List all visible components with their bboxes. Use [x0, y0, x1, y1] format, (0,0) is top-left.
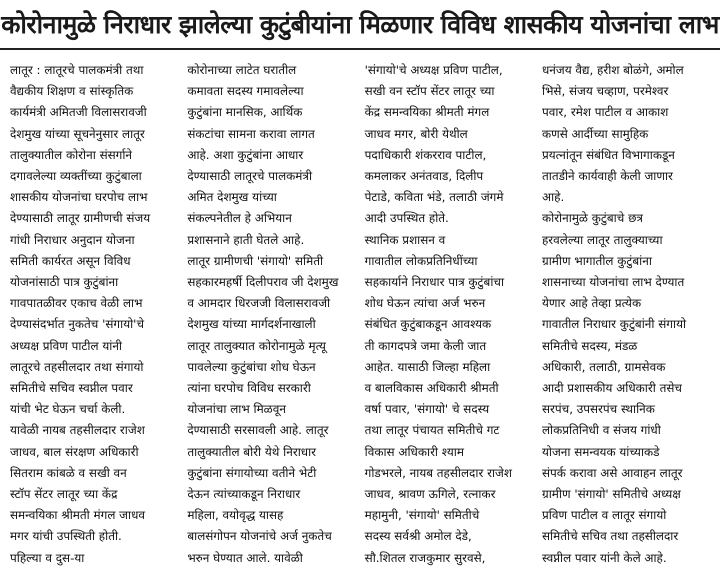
article-line: लातूरचे तहसीलदार तथा संगायो [10, 359, 144, 374]
article-line: योजनांसाठी पात्र कुटुंबांना [10, 275, 119, 290]
article-line: त्यांना घरपोच विविध सरकारी [187, 381, 311, 396]
article-line: 'संगायो'चे अध्यक्ष प्रविण पाटील, [364, 63, 503, 77]
article-line: संबंधित कुटुंबाकडून आवश्यक [364, 317, 492, 332]
article-line: समन्वयिका श्रीमती मंगल जाधव [10, 508, 146, 523]
article-column-3 [364, 60, 537, 565]
article-line: भरुन घेण्यात आले. यावेळी [187, 550, 303, 565]
article-line: व आमदार धिरजजी विलासरावजी [187, 296, 331, 311]
article-line: महामुनी, 'संगायो' समितीचे [364, 508, 480, 523]
article-line: आहे. अशा कुटुंबांना आधार [187, 147, 304, 162]
article-line: दगावलेल्या व्यक्तींच्या कुटुंबाला [10, 169, 142, 184]
article-line: स्वप्नील पवार यांनी केले आहे. [541, 550, 667, 565]
article-line: कमावता सदस्य गमावलेल्या [187, 84, 304, 99]
article-line: प्रशासनाने हाती घेतले आहे. [187, 232, 305, 247]
article-line: आदी उपस्थित होते. [364, 211, 449, 226]
article-line: देण्यासाठी लातूर ग्रामीणची संजय [10, 211, 151, 226]
article-line: तालुक्यातील कोरोना संसर्गाने [10, 147, 133, 162]
article-line: योजनांचा लाभ मिळवून [187, 402, 286, 417]
article-line: कोरोनाच्या लाटेत घरातील [187, 63, 297, 77]
article-line: तथा लातूर पंचायत समितीचे गट [364, 423, 500, 438]
article-line: संकटांचा सामना करावा लागत [187, 126, 315, 141]
article-line: देण्यासंदर्भात नुकतेच 'संगायो'चे [10, 317, 145, 332]
article-line: लातूर तालुक्यात कोरोनामुळे मृत्यू [187, 338, 326, 353]
article-line: सहकारमहर्षी दिलीपराव जी देशमुख [187, 275, 339, 290]
article-line: महिला, वयोवृद्ध यासह [187, 508, 284, 523]
article-line: समितीचे सचिव स्वप्नील पवार [10, 381, 133, 396]
article-line: कुटुंबांना संगायोच्या वतीने भेटी [187, 465, 317, 480]
article-line: शासनाच्या योजनांचा लाभ देण्यात [541, 275, 685, 290]
article-line: लोकप्रतिनिधी व संजय गांधी [541, 423, 661, 438]
article-line: अध्यक्ष प्रविण पाटील यांनी [10, 338, 122, 353]
article-line: आहेत. यासाठी जिल्हा महिला [364, 359, 491, 374]
article-line: लातूर : लातूरचे पालकमंत्री तथा [10, 63, 144, 77]
article-column-4 [541, 60, 714, 565]
article-line: पवार, रमेश पाटील व आकाश [541, 105, 669, 120]
article-line: संपर्क करावा असे आवाहन लातूर [541, 465, 683, 480]
article-line: सहकार्याने निराधार पात्र कुटुंबांचा [364, 275, 505, 290]
article-line: केंद्र समन्वयिका श्रीमती मंगल [364, 105, 490, 120]
article-line: अमित देशमुख यांच्या [187, 190, 277, 205]
article-line: धनंजय वैद्य, हरीश बोळंगे, अमोल [541, 63, 684, 77]
article-line: वैद्यकीय शिक्षण व सांस्कृतिक [10, 84, 134, 99]
article-line: तालुक्यातील बोरी येथे निराधार [187, 444, 317, 459]
article-line: गांधी निराधार अनुदान योजना [10, 232, 135, 247]
headline: कोरोनामुळे निराधार झालेल्या कुटुंबीयांना मिळणार विविध शासकीय योजनांचा लाभ [0, 0, 720, 50]
article-line: सरपंच, उपसरपंच स्थानिक [541, 402, 655, 417]
article-line: समितीचे सदस्य, मंडळ [541, 338, 638, 353]
article-line: ती कागदपत्रे जमा केली जात [364, 338, 487, 353]
article-line: तातडीने कार्यवाही केली जाणार [541, 169, 673, 184]
article-line: ग्रामीण भागातील कुटुंबांना [541, 253, 652, 268]
article-line: गावातील लोकप्रतिनिधींच्या [364, 253, 478, 268]
article-line: समितीचे सचिव तथा तहसीलदार [541, 529, 679, 544]
article-column-2 [187, 60, 359, 565]
article-line: हरवलेल्या लातूर तालुक्याच्या [541, 232, 663, 247]
article-column-1 [10, 60, 182, 565]
article-line: आदी प्रशासकीय अधिकारी तसेच [541, 381, 682, 396]
article-line: ग्रामीण 'संगायो' समितीचे अध्यक्ष [541, 487, 681, 502]
article-line: गावातील निराधार कुटुंबांनी संगायो [541, 317, 687, 332]
article-line: पहिल्या व दुस-या [10, 550, 85, 565]
article-line: मगर यांची उपस्थिती होती. [10, 529, 122, 544]
article-line: पदाधिकारी शंकरराव पाटील, [364, 147, 487, 162]
article-line: स्थानिक प्रशासन व [364, 232, 446, 247]
article-line: भिसे, संजय चव्हाण, परमेश्वर [541, 84, 669, 99]
article-line: देशमुख यांच्या सूचनेनुसार लातूर [10, 126, 145, 141]
article-line: कणसे आर्दीच्या सामुहिक [541, 126, 649, 141]
article-line: स्टॉप सेंटर लातूर च्या केंद्र [10, 487, 118, 502]
article-line: प्रयत्नांतून संबंधित विभागाकडून [541, 147, 675, 162]
article-line: सदस्य सर्वश्री अमोल देडे, [364, 529, 472, 544]
article-line: देशमुख यांच्या मार्गदर्शनाखाली [187, 317, 316, 332]
article-line: समिती कार्यरत असून विविध [10, 253, 131, 268]
article-body [0, 50, 720, 565]
article-line: सितराम कांबळे व सखी वन [10, 465, 127, 480]
article-line: व बालविकास अधिकारी श्रीमती [364, 381, 499, 396]
article-line: लातूर ग्रामीणची 'संगायो' समिती [187, 253, 324, 268]
article-line: पावलेल्या कुटुंबांचा शोध घेऊन [187, 359, 316, 374]
article-line: संकल्पनेतील हे अभियान [187, 211, 292, 226]
article-line: अधिकारी, तलाठी, ग्रामसेवक [541, 359, 666, 374]
article-line: कोरोनामुळे कुटुंबाचे छत्र [541, 211, 643, 226]
article-line: जाधव मगर, बोरी येथील [364, 126, 468, 141]
article-line: जाधव, श्रावण ऊगिले, रत्नाकर [364, 487, 496, 502]
article-line: कमलाकर अनंतवाड, दिलीप [364, 169, 484, 184]
article-line: सखी वन स्टॉप सेंटर लातूर च्या [364, 84, 495, 99]
article-line: योजना समन्वयक यांच्याकडे [541, 444, 660, 459]
article-line: कार्यमंत्री अमितजी विलासरावजी [10, 105, 147, 120]
article-line: सौ.शितल राजकुमार सुरवसे, [364, 550, 486, 565]
article-line: कुटुंबांना मानसिक, आर्थिक [187, 105, 303, 120]
article-line: जाधव, बाल संरक्षण अधिकारी [10, 444, 139, 459]
article-line: शोध घेऊन त्यांचा अर्ज भरुन [364, 296, 486, 311]
article-line: शासकीय योजनांचा घरपोच लाभ [10, 190, 148, 205]
article-line: गोडभरले, नायब तहसीलदार राजेश [364, 465, 512, 480]
article-line: वर्षा पवार, 'संगायो' चे सदस्य [364, 402, 490, 417]
article-line: आहे. [541, 190, 565, 205]
article-line: देऊन त्यांच्याकडून निराधार [187, 487, 301, 502]
article-line: गावपातळीवर एकाच वेळी लाभ [10, 296, 143, 311]
article-line: यांची भेट घेऊन चर्चा केली. [10, 402, 126, 417]
article-line: पेटाडे, कविता भंडे, तलाठी जंगमे [364, 190, 504, 205]
article-line: यावेळी नायब तहसीलदार राजेश [10, 423, 145, 438]
article-line: बालसंगोपन योजनांचे अर्ज नुकतेच [187, 529, 332, 544]
article-line: येणार आहे तेव्हा प्रत्येक [541, 296, 642, 311]
article-line: देण्यासाठी लातूरचे पालकमंत्री [187, 169, 313, 184]
article-line: प्रविण पाटील व लातूर संगायो [541, 508, 667, 523]
article-line: देण्यासाठी सरसावली आहे. लातूर [187, 423, 329, 438]
article-line: विकास अधिकारी श्याम [364, 444, 464, 459]
